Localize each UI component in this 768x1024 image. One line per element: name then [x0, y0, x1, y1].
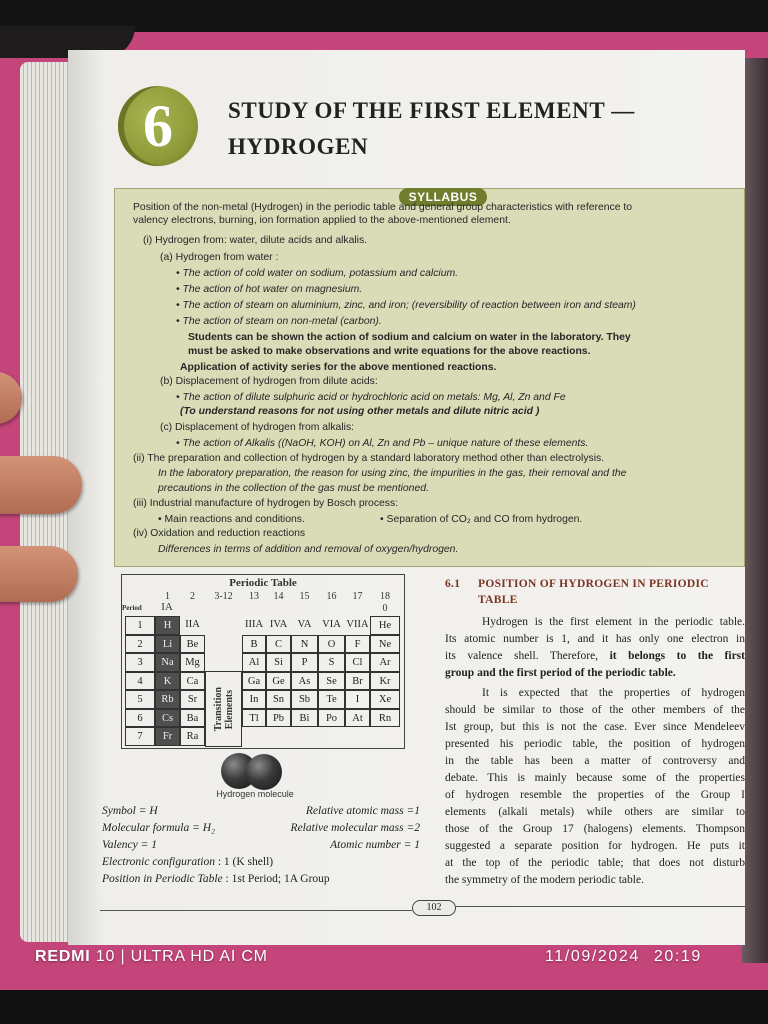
syllabus-line: • Main reactions and conditions.	[158, 514, 305, 525]
group-number: 3-12	[214, 591, 233, 602]
element-cell: Rb	[155, 690, 180, 709]
period-number: 7	[125, 727, 155, 746]
group-number: 13	[249, 591, 259, 602]
element-cell: O	[318, 635, 345, 654]
element-cell: Sr	[180, 690, 205, 709]
element-cell: Cl	[345, 653, 370, 672]
chapter-title-line1: STUDY OF THE FIRST ELEMENT —	[228, 98, 635, 123]
paragraph-line: It is expected that the properties of hydrogen	[482, 687, 745, 699]
syllabus-line: • The action of hot water on magnesium.	[176, 284, 363, 295]
element-cell: S	[318, 653, 345, 672]
syllabus-line: Students can be shown the action of sodium and calcium on water in the laboratory. They	[188, 332, 631, 343]
period-number: 4	[125, 672, 155, 691]
syllabus-line: (ii) The preparation and collection of hydrogen by a standard laboratory method other than electrolysis.	[133, 453, 605, 464]
section-heading-line2: TABLE	[478, 594, 518, 606]
page-number: 102	[412, 900, 456, 916]
right-page-shadow	[742, 58, 768, 963]
element-cell: Tl	[242, 709, 266, 728]
syllabus-line: (iv) Oxidation and reduction reactions	[133, 528, 306, 539]
syllabus-line: must be asked to make observations and write equations for the above reactions.	[188, 346, 591, 357]
syllabus-line: • The action of steam on aluminium, zinc, and iron; (reversibility of reaction between iron and steam)	[176, 300, 636, 311]
group-number: 2	[190, 591, 195, 602]
valency-text: Valency = 1	[102, 839, 158, 851]
element-cell: Ar	[370, 653, 400, 672]
element-cell: C	[266, 635, 291, 654]
period-label: Period	[122, 604, 142, 612]
electronic-configuration	[102, 856, 273, 868]
element-cell: Si	[266, 653, 291, 672]
paragraph-line: group and the first period of the periodic table.	[445, 667, 676, 679]
syllabus-line: (iii) Industrial manufacture of hydrogen by Bosch process:	[133, 498, 399, 509]
element-cell: Ca	[180, 672, 205, 691]
transition-elements-label	[213, 687, 235, 731]
paragraph-line: Ist group, but this is not the case. Ever since Mendeleev	[445, 721, 745, 733]
element-cell: B	[242, 635, 266, 654]
watermark-date: 11/09/2024	[545, 948, 640, 965]
group-ia-label: IA	[161, 601, 173, 613]
relative-atomic-mass-text: Relative atomic mass =1	[305, 805, 420, 817]
period-number: 3	[125, 653, 155, 672]
element-cell: Na	[155, 653, 180, 672]
paragraph-line: should be similar to those of the other members of the	[445, 704, 745, 716]
group-number: 14	[273, 591, 284, 602]
period-number: 6	[125, 709, 155, 728]
element-cell: Te	[318, 690, 345, 709]
section-heading-line1: POSITION OF HYDROGEN IN PERIODIC	[478, 578, 709, 590]
element-cell: Fr	[155, 727, 180, 746]
syllabus-line: • The action of steam on non-metal (carbon).	[176, 316, 382, 327]
element-cell: As	[291, 672, 318, 691]
element-cell: H	[155, 616, 180, 635]
syllabus-line: • Separation of CO₂ and CO from hydrogen.	[380, 514, 583, 525]
paragraph-line: debate. This is mainly because some of the properties	[445, 772, 745, 784]
hand-finger	[0, 372, 22, 424]
group-zero-label: 0	[382, 603, 388, 614]
group-label: VIIA	[346, 619, 369, 630]
periodic-position-label: Position in Periodic Table	[102, 873, 223, 885]
period-number: 5	[125, 690, 155, 709]
element-cell: F	[345, 635, 370, 654]
syllabus-line: • The action of Alkalis ((NaOH, KOH) on Al, Zn and Pb – unique nature of these elements.	[176, 438, 589, 449]
element-cell: Sn	[266, 690, 291, 709]
group-number: 1	[165, 591, 170, 602]
syllabus-line: (b) Displacement of hydrogen from dilute acids:	[160, 376, 378, 387]
group-label: IVA	[269, 619, 288, 630]
camera-watermark	[35, 948, 268, 966]
syllabus-line: precautions in the collection of the gas must be mentioned.	[158, 483, 429, 494]
paragraph-line: of hydrogen resemble the properties of the Group I	[445, 789, 745, 801]
paragraph-line: elements (alkali metals) while others are similar to	[445, 806, 745, 818]
element-cell: Kr	[370, 672, 400, 691]
group-number: 18	[380, 591, 390, 602]
element-cell: Ne	[370, 635, 400, 654]
element-cell: Mg	[180, 653, 205, 672]
element-cell: Se	[318, 672, 345, 691]
syllabus-line: • The action of cold water on sodium, potassium and calcium.	[176, 268, 459, 279]
electronic-configuration-value: : 1 (K shell)	[214, 856, 274, 868]
symbol-text: Symbol = H	[102, 805, 158, 817]
paragraph-line: presented his periodic table, the position of hydrogen	[445, 738, 745, 750]
element-cell: In	[242, 690, 266, 709]
element-cell: K	[155, 672, 180, 691]
element-cell: Ra	[180, 727, 205, 746]
group-label: VA	[297, 619, 312, 630]
molecule-caption: Hydrogen molecule	[216, 789, 294, 799]
paragraph-line	[445, 648, 745, 664]
paragraph-line: the symmetry of the modern periodic table.	[445, 874, 644, 886]
element-cell: Br	[345, 672, 370, 691]
paragraph-line: at the top of the periodic table; that does not disturb	[445, 857, 745, 869]
section-number: 6.1	[445, 578, 461, 590]
period-number: 2	[125, 635, 155, 654]
syllabus-line: valency electrons, burning, ion formation applied to the above-mentioned element.	[133, 215, 511, 226]
element-cell: Li	[155, 635, 180, 654]
group-number: 16	[326, 591, 337, 602]
element-cell: Ba	[180, 709, 205, 728]
atomic-number-text: Atomic number = 1	[330, 839, 420, 851]
group-label: IIIA	[244, 619, 264, 630]
element-cell: Al	[242, 653, 266, 672]
footer-rule-left	[100, 910, 412, 911]
periodic-position-value: : 1st Period; 1A Group	[222, 873, 330, 885]
element-cell: Xe	[370, 690, 400, 709]
paragraph-line: Its atomic number is 1, and it has only one electron in	[445, 633, 745, 645]
electronic-configuration-label: Electronic configuration	[102, 856, 215, 868]
paragraph-line: in the table has been a matter of controversy and	[445, 755, 745, 767]
group-label: IIA	[185, 619, 200, 630]
period-number: 1	[125, 616, 155, 635]
footer-rule-right	[456, 906, 745, 907]
group-label: VIA	[322, 619, 341, 630]
paragraph-bold-text: it belongs to the first	[609, 650, 745, 662]
element-cell: Pb	[266, 709, 291, 728]
syllabus-line: (To understand reasons for not using other metals and dilute nitric acid )	[180, 406, 540, 417]
element-cell: P	[291, 653, 318, 672]
element-cell: Ga	[242, 672, 266, 691]
group-number: 17	[352, 591, 363, 602]
paragraph-line: Hydrogen is the first element in the periodic table.	[482, 616, 745, 628]
element-cell: Bi	[291, 709, 318, 728]
element-cell: Rn	[370, 709, 400, 728]
syllabus-line: Application of activity series for the above mentioned reactions.	[180, 362, 497, 373]
syllabus-line: (a) Hydrogen from water :	[160, 252, 279, 263]
watermark-time: 20:19	[653, 948, 702, 965]
paragraph-line: suggested a separate position for hydrogen. He puts it	[445, 840, 745, 852]
elements-word: Elements	[223, 689, 235, 729]
periodic-table-title: Periodic Table	[229, 577, 297, 589]
element-cell: Cs	[155, 709, 180, 728]
transition-word: Transition	[212, 686, 224, 732]
element-cell: I	[345, 690, 370, 709]
group-number: 15	[299, 591, 310, 602]
syllabus-line: (c) Displacement of hydrogen from alkalis:	[160, 422, 355, 433]
element-cell: He	[370, 616, 400, 635]
syllabus-label: SYLLABUS	[399, 188, 487, 206]
syllabus-line: In the laboratory preparation, the reason for using zinc, the impurities in the gas, their removal and the	[158, 468, 627, 479]
syllabus-line: Differences in terms of addition and removal of oxygen/hydrogen.	[158, 544, 459, 555]
hydrogen-atom-sphere	[246, 754, 282, 790]
element-cell: N	[291, 635, 318, 654]
periodic-position	[102, 873, 330, 885]
watermark-brand: REDMI	[35, 948, 91, 965]
element-cell: At	[345, 709, 370, 728]
syllabus-line: • The action of dilute sulphuric acid or hydrochloric acid on metals: Mg, Al, Zn and Fe	[176, 392, 566, 403]
bottom-dark-band	[0, 990, 768, 1024]
syllabus-line: (i) Hydrogen from: water, dilute acids and alkalis.	[143, 235, 368, 246]
relative-molecular-mass-text: Relative molecular mass =2	[290, 822, 420, 834]
chapter-number: 6	[143, 93, 173, 159]
camera-timestamp	[545, 948, 702, 966]
paragraph-line: those of the Group 17 (halogens) elements. Thompson	[445, 823, 745, 835]
syllabus-line: Position of the non-metal (Hydrogen) in the periodic table and general group characteristics with reference to	[133, 202, 633, 213]
element-cell: Sb	[291, 690, 318, 709]
element-cell: Be	[180, 635, 205, 654]
molecular-formula-text: Molecular formula = H₂	[102, 822, 216, 834]
watermark-model: 10 | ULTRA HD AI CM	[90, 948, 268, 965]
paragraph-text: its valence shell. Therefore,	[445, 650, 610, 662]
chapter-title-line2: HYDROGEN	[228, 134, 369, 159]
hand-finger	[0, 456, 82, 514]
element-cell: Ge	[266, 672, 291, 691]
transition-elements-box	[205, 671, 242, 747]
element-cell: Po	[318, 709, 345, 728]
hand-finger	[0, 546, 78, 602]
